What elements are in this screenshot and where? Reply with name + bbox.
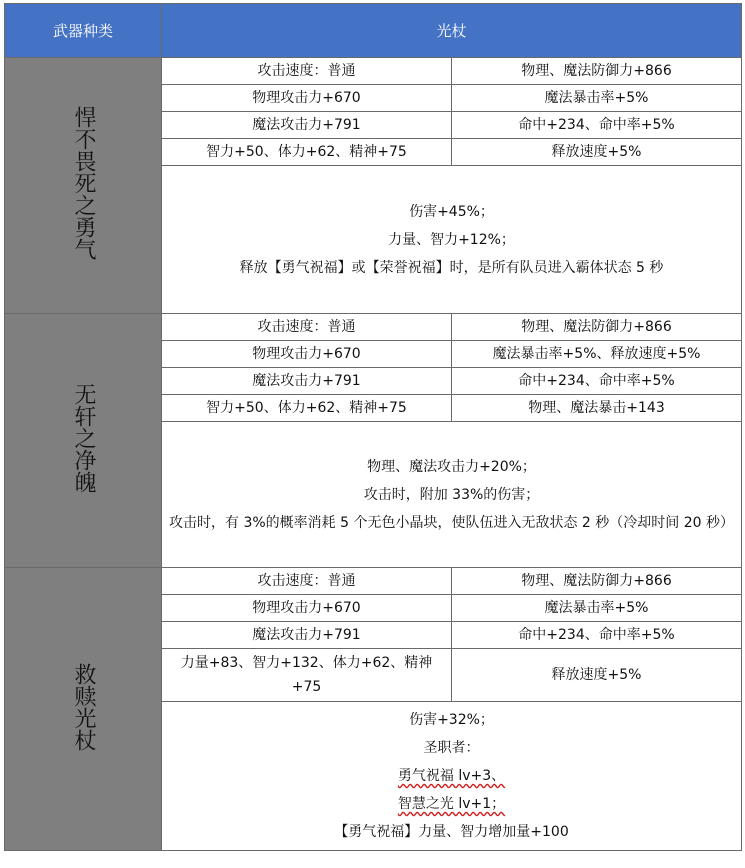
stat-cell: 魔法攻击力+791 — [162, 368, 452, 395]
stat-cell: 魔法攻击力+791 — [162, 112, 452, 139]
effect-cell — [162, 422, 742, 568]
stat-cell: 物理攻击力+670 — [162, 595, 452, 622]
effect-line: 智慧之光 lv+1； — [397, 796, 506, 812]
stat-cell: 攻击速度：普通 — [162, 314, 452, 341]
stat-cell: 物理、魔法防御力+866 — [452, 314, 742, 341]
weapon-name-cell — [5, 568, 162, 851]
header-row — [5, 4, 742, 58]
stat-cell: 魔法暴击率+5%、释放速度+5% — [452, 341, 742, 368]
stat-cell: 物理攻击力+670 — [162, 85, 452, 112]
effect-line: 伤害+45%； — [409, 203, 494, 220]
stat-cell: 命中+234、命中率+5% — [452, 112, 742, 139]
effect-cell — [162, 166, 742, 314]
stat-cell: 物理攻击力+670 — [162, 341, 452, 368]
effect-line: 勇气祝福 lv+3、 — [397, 768, 506, 784]
weapon-name-cell — [5, 314, 162, 568]
weapon-table — [4, 3, 742, 851]
weapon-name: 无轩之净魄 — [71, 383, 96, 493]
table-row — [5, 314, 742, 341]
effect-line: 攻击时，有 3%的概率消耗 5 个无色小晶块，使队伍进入无敌状态 2 秒（冷却时间 20 秒） — [169, 514, 734, 531]
weapon-name: 救赎光杖 — [71, 662, 96, 751]
header-weapon-class: 光杖 — [162, 4, 742, 58]
stat-cell: 智力+50、体力+62、精神+75 — [162, 139, 452, 166]
stat-cell: 魔法攻击力+791 — [162, 622, 452, 649]
stat-cell: 命中+234、命中率+5% — [452, 622, 742, 649]
stat-cell: 攻击速度：普通 — [162, 568, 452, 595]
stat-cell: 攻击速度：普通 — [162, 58, 452, 85]
effect-line: 释放【勇气祝福】或【荣誉祝福】时，是所有队员进入霸体状态 5 秒 — [239, 259, 664, 276]
effect-line: 伤害+32%； — [409, 712, 494, 728]
stat-cell: 物理、魔法防御力+866 — [452, 58, 742, 85]
effect-cell — [162, 702, 742, 851]
weapon-name: 悍不畏死之勇气 — [71, 106, 96, 260]
header-weapon-type: 武器种类 — [5, 4, 162, 58]
stat-cell: 释放速度+5% — [452, 649, 742, 702]
stat-cell: 魔法暴击率+5% — [452, 595, 742, 622]
stat-cell: 释放速度+5% — [452, 139, 742, 166]
weapon-name-cell — [5, 58, 162, 314]
effect-line: 攻击时，附加 33%的伤害； — [363, 486, 540, 503]
stat-cell: 物理、魔法暴击+143 — [452, 395, 742, 422]
stat-cell: 命中+234、命中率+5% — [452, 368, 742, 395]
stat-cell: 智力+50、体力+62、精神+75 — [162, 395, 452, 422]
stat-cell: 魔法暴击率+5% — [452, 85, 742, 112]
effect-line: 圣职者： — [423, 740, 480, 756]
stat-cell: 物理、魔法防御力+866 — [452, 568, 742, 595]
effect-line: 力量、智力+12%； — [388, 231, 515, 248]
stat-cell: 力量+83、智力+132、体力+62、精神+75 — [162, 649, 452, 702]
table-row — [5, 568, 742, 595]
effect-line: 物理、魔法攻击力+20%； — [367, 458, 536, 475]
table-row — [5, 58, 742, 85]
effect-line: 【勇气祝福】力量、智力增加量+100 — [334, 824, 569, 840]
